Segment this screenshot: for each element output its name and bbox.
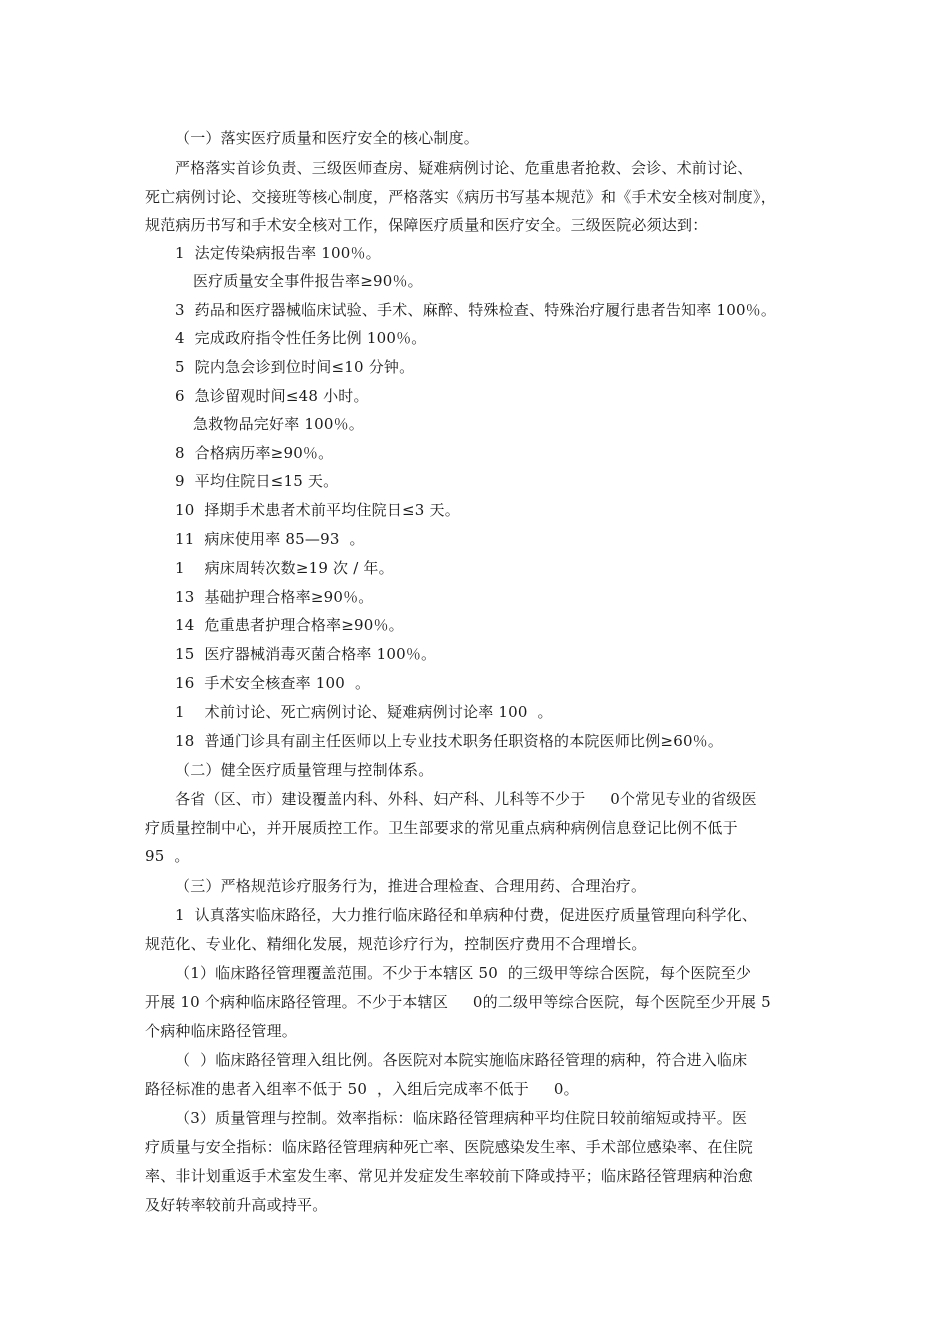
paragraph-line: （ ）临床路径管理入组比例。各医院对本院实施临床路径管理的病种，符合进入临床: [175, 1051, 748, 1069]
paragraph-line: 率、非计划重返手术室发生率、常见并发症发生率较前下降或持平；临床路径管理病种治愈: [145, 1167, 754, 1185]
paragraph-line: 95 。: [145, 847, 190, 865]
paragraph-line: 开展 10 个病种临床路径管理。不少于本辖区 0的二级甲等综合医院，每个医院至少开展 5: [145, 993, 771, 1011]
paragraph-line: 严格落实首诊负责、三级医师查房、疑难病例讨论、危重患者抢救、会诊、术前讨论、: [175, 159, 753, 177]
paragraph-line: （3）质量管理与控制。效率指标：临床路径管理病种平均住院日较前缩短或持平。医: [175, 1109, 748, 1127]
list-item: 1 术前讨论、死亡病例讨论、疑难病例讨论率 100 。: [175, 703, 553, 721]
paragraph-line: 疗质量控制中心，并开展质控工作。卫生部要求的常见重点病种病例信息登记比例不低于: [145, 819, 738, 837]
list-item: 11 病床使用率 85—93 。: [175, 530, 365, 548]
list-item: 10 择期手术患者术前平均住院日≤3 天。: [175, 501, 460, 519]
heading-section-2: （二）健全医疗质量管理与控制体系。: [175, 761, 434, 779]
list-item: 6 急诊留观时间≤48 小时。: [175, 387, 369, 405]
paragraph-line: 规范病历书写和手术安全核对工作，保障医疗质量和医疗安全。三级医院必须达到：: [145, 216, 708, 234]
heading-section-3: （三）严格规范诊疗服务行为，推进合理检查、合理用药、合理治疗。: [175, 877, 647, 895]
list-item: 15 医疗器械消毒灭菌合格率 100％。: [175, 645, 437, 663]
list-item: 16 手术安全核查率 100 。: [175, 674, 371, 692]
paragraph-line: 规范化、专业化、精细化发展，规范诊疗行为，控制医疗费用不合理增长。: [145, 935, 647, 953]
list-item: 1 病床周转次数≥19 次 / 年。: [175, 559, 394, 577]
heading-section-1: （一）落实医疗质量和医疗安全的核心制度。: [175, 129, 480, 147]
list-item: 1 法定传染病报告率 100％。: [175, 244, 381, 262]
list-item: 医疗质量安全事件报告率≥90％。: [193, 272, 423, 290]
list-item: 14 危重患者护理合格率≥90％。: [175, 616, 404, 634]
list-item: 3 药品和医疗器械临床试验、手术、麻醉、特殊检查、特殊治疗履行患者告知率 100％。: [175, 301, 777, 319]
list-item: 13 基础护理合格率≥90％。: [175, 588, 374, 606]
list-item: 5 院内急会诊到位时间≤10 分钟。: [175, 358, 415, 376]
paragraph-line: （1）临床路径管理覆盖范围。不少于本辖区 50 的三级甲等综合医院，每个医院至少: [175, 964, 752, 982]
paragraph-line: 路径标准的患者入组率不低于 50 ，入组后完成率不低于 0。: [145, 1080, 579, 1098]
paragraph-line: 1 认真落实临床路径，大力推行临床路径和单病种付费，促进医疗质量管理向科学化、: [175, 906, 758, 924]
list-item: 18 普通门诊具有副主任医师以上专业技术职务任职资格的本院医师比例≥60％。: [175, 732, 724, 750]
paragraph-line: 疗质量与安全指标：临床路径管理病种死亡率、医院感染发生率、手术部位感染率、在住院: [145, 1138, 754, 1156]
paragraph-line: 个病种临床路径管理。: [145, 1022, 298, 1040]
list-item: 急救物品完好率 100％。: [193, 415, 364, 433]
paragraph-line: 各省（区、市）建设覆盖内科、外科、妇产科、儿科等不少于 0个常见专业的省级医: [175, 790, 757, 808]
paragraph-line: 死亡病例讨论、交接班等核心制度，严格落实《病历书写基本规范》和《手术安全核对制度》，: [145, 188, 776, 206]
list-item: 9 平均住院日≤15 天。: [175, 472, 339, 490]
list-item: 4 完成政府指令性任务比例 100％。: [175, 329, 427, 347]
list-item: 8 合格病历率≥90％。: [175, 444, 334, 462]
paragraph-line: 及好转率较前升高或持平。: [145, 1196, 328, 1214]
